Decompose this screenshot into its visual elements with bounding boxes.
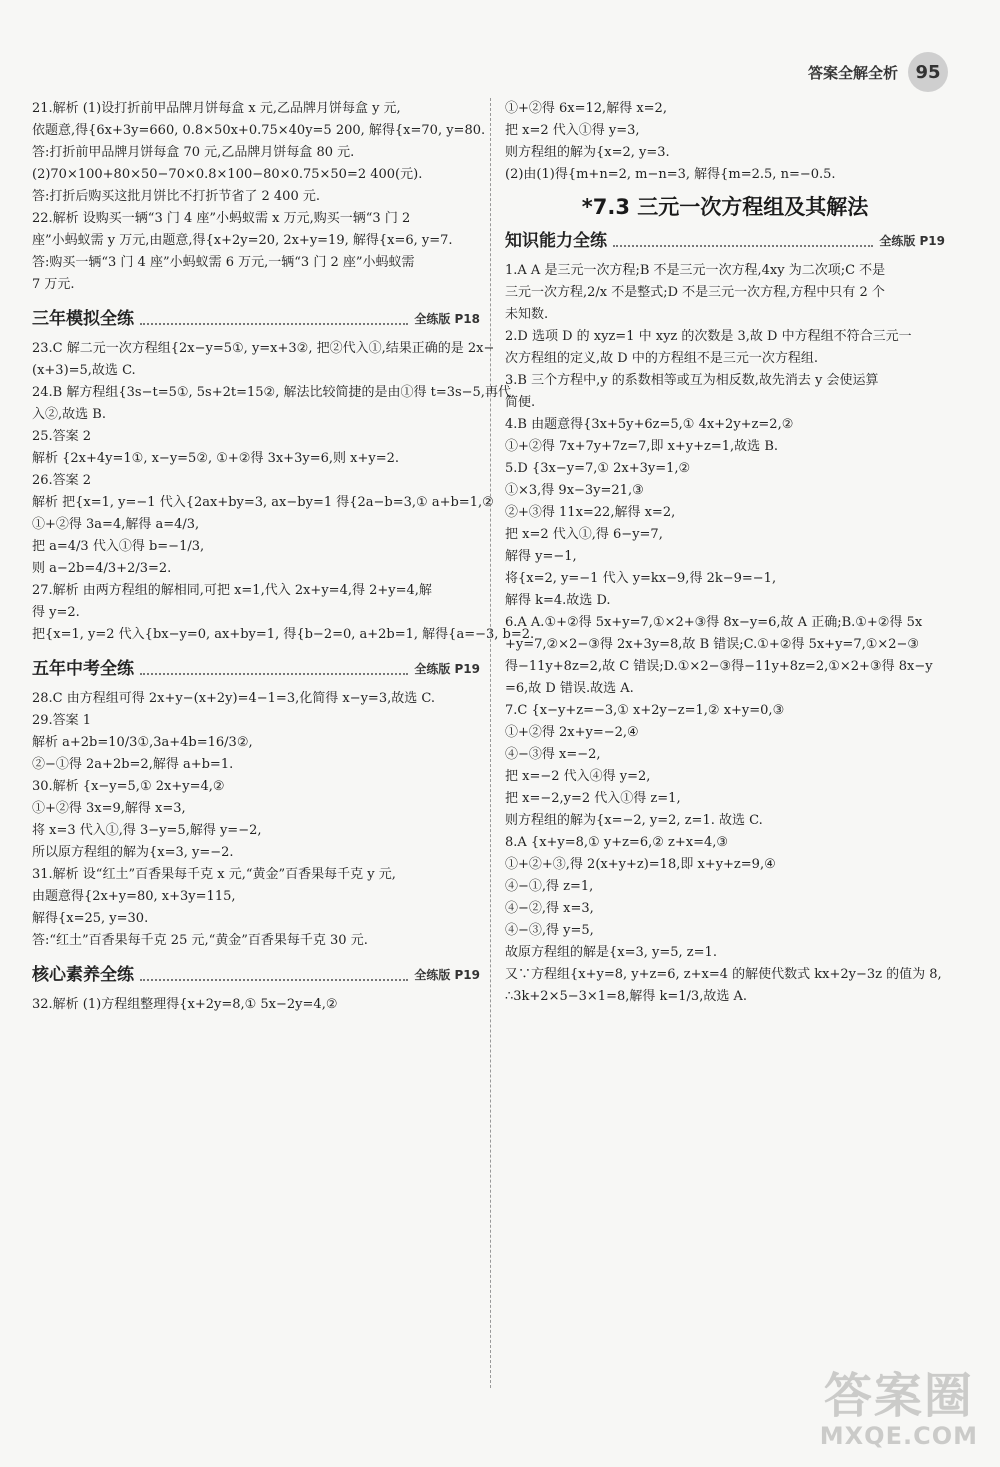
text-line: 将 x=3 代入①,得 3−y=5,解得 y=−2, — [32, 823, 262, 838]
text-line: 解析 把{x=1, y=−1 代入{2ax+by=3, ax−by=1 得{2a−b=3,① a+b=1,② — [32, 495, 494, 510]
text-line: ①×3,得 9x−3y=21,③ — [505, 483, 644, 498]
text-line: 入②,故选 B. — [32, 407, 106, 422]
section-ref: 全练版 P18 — [414, 312, 480, 326]
page-number: 95 — [908, 52, 948, 92]
text-line: 则方程组的解为{x=2, y=3. — [505, 145, 670, 160]
text-line: 由题意得{2x+y=80, x+3y=115, — [32, 889, 236, 904]
text-line: 次方程组的定义,故 D 中的方程组不是三元一次方程组. — [505, 351, 818, 366]
section-header-zhishi — [505, 230, 945, 252]
watermark-url: MXQE.COM — [819, 1421, 978, 1450]
text-line: +y=7,②×2−③得 2x+3y=8,故 B 错误;C.①+②得 5x+y=7,①×2−③ — [505, 637, 920, 652]
text-line: ④−③,得 y=5, — [505, 923, 594, 938]
text-line: 3.B 三个方程中,y 的系数相等或互为相反数,故先消去 y 会使运算 — [505, 373, 879, 388]
text-line: 三元一次方程,2/x 不是整式;D 不是三元一次方程,方程中只有 2 个 — [505, 285, 885, 300]
text-line: 把 x=−2,y=2 代入①得 z=1, — [505, 791, 681, 806]
text-line: 得 y=2. — [32, 605, 80, 620]
section-ref: 全练版 P19 — [879, 234, 945, 248]
text-line: 24.B 解方程组{3s−t=5①, 5s+2t=15②, 解法比较简捷的是由①得 t=3s−5,再代 — [32, 385, 511, 400]
text-line: 8.A {x+y=8,① y+z=6,② z+x=4,③ — [505, 835, 729, 850]
text-line: ①+②得 6x=12,解得 x=2, — [505, 101, 667, 116]
text-line: 5.D {3x−y=7,① 2x+3y=1,② — [505, 461, 691, 476]
text-line: 解得 k=4.故选 D. — [505, 593, 611, 608]
text-line: 7.C {x−y+z=−3,① x+2y−z=1,② x+y=0,③ — [505, 703, 785, 718]
left-block-c — [32, 688, 480, 952]
text-line: 把 x=2 代入①得 y=3, — [505, 123, 640, 138]
watermark-logo — [819, 1367, 978, 1450]
section-header-hexin — [32, 964, 480, 986]
text-line: 21.解析 (1)设打折前甲品牌月饼每盒 x 元,乙品牌月饼每盒 y 元, — [32, 101, 401, 116]
page-header — [808, 52, 948, 92]
text-line: 答:打折前甲品牌月饼每盒 70 元,乙品牌月饼每盒 80 元. — [32, 145, 355, 160]
text-line: ④−②,得 x=3, — [505, 901, 594, 916]
section-title: 知识能力全练 — [505, 231, 607, 251]
dotted-leader — [140, 969, 408, 981]
dotted-leader — [140, 313, 408, 325]
section-ref: 全练版 P19 — [414, 662, 480, 676]
text-line: =6,故 D 错误.故选 A. — [505, 681, 634, 696]
section-title: 五年中考全练 — [32, 659, 134, 679]
text-line: 23.C 解二元一次方程组{2x−y=5①, y=x+3②, 把②代入①,结果正确的是 2x− — [32, 341, 495, 356]
text-line: ①+②得 3x=9,解得 x=3, — [32, 801, 186, 816]
text-line: 简便. — [505, 395, 536, 410]
section-title: 核心素养全练 — [32, 965, 134, 985]
text-line: 28.C 由方程组可得 2x+y−(x+2y)=4−1=3,化简得 x−y=3,故选 C. — [32, 691, 435, 706]
text-line: 26.答案 2 — [32, 473, 92, 488]
text-line: 25.答案 2 — [32, 429, 92, 444]
right-block-a — [505, 98, 945, 186]
right-block-b — [505, 260, 945, 1008]
text-line: 把 x=−2 代入④得 y=2, — [505, 769, 651, 784]
text-line: 2.D 选项 D 的 xyz=1 中 xyz 的次数是 3,故 D 中方程组不符合三元一 — [505, 329, 912, 344]
text-line: ①+②+③,得 2(x+y+z)=18,即 x+y+z=9,④ — [505, 857, 776, 872]
text-line: 7 万元. — [32, 277, 75, 292]
watermark-text: 答案圈 — [823, 1367, 974, 1424]
text-line: 则方程组的解为{x=−2, y=2, z=1. 故选 C. — [505, 813, 763, 828]
left-block-a — [32, 98, 486, 296]
text-line: ②+③得 11x=22,解得 x=2, — [505, 505, 676, 520]
text-line: 解析 {2x+4y=1①, x−y=5②, ①+②得 3x+3y=6,则 x+y=2. — [32, 451, 399, 466]
text-line: 27.解析 由两方程组的解相同,可把 x=1,代入 2x+y=4,得 2+y=4,解 — [32, 583, 432, 598]
text-line: 把 a=4/3 代入①得 b=−1/3, — [32, 539, 205, 554]
section-ref: 全练版 P19 — [414, 968, 480, 982]
text-line: 把{x=1, y=2 代入{bx−y=0, ax+by=1, 得{b−2=0, a+2b=1, 解得{a=−3, b=2. — [32, 627, 535, 642]
chapter-title: *7.3 三元一次方程组及其解法 — [581, 195, 869, 219]
text-line: 答:“红土”百香果每千克 25 元,“黄金”百香果每千克 30 元. — [32, 933, 368, 948]
text-line: 31.解析 设“红土”百香果每千克 x 元,“黄金”百香果每千克 y 元, — [32, 867, 396, 882]
text-line: 1.A A 是三元一次方程;B 不是三元一次方程,4xy 为二次项;C 不是 — [505, 263, 886, 278]
text-line: 答:购买一辆“3 门 4 座”小蚂蚁需 6 万元,一辆“3 门 2 座”小蚂蚁需 — [32, 255, 415, 270]
column-divider — [490, 98, 491, 1388]
right-column — [505, 98, 945, 1008]
text-line: (x+3)=5,故选 C. — [32, 363, 136, 378]
section-title: 三年模拟全练 — [32, 309, 134, 329]
text-line: ①+②得 3a=4,解得 a=4/3, — [32, 517, 200, 532]
text-line: 22.解析 设购买一辆“3 门 4 座”小蚂蚁需 x 万元,购买一辆“3 门 2 — [32, 211, 411, 226]
text-line: 解析 a+2b=10/3①,3a+4b=16/3②, — [32, 735, 253, 750]
text-line: 座”小蚂蚁需 y 万元,由题意,得{x+2y=20, 2x+y=19, 解得{x=6, y=7. — [32, 233, 453, 248]
text-line: (2)70×100+80×50−70×0.8×100−80×0.75×50=2 400(元). — [32, 167, 423, 182]
text-line: ④−①,得 z=1, — [505, 879, 594, 894]
text-line: 得−11y+8z=2,故 C 错误;D.①×2−③得−11y+8z=2,①×2+③得 8x−y — [505, 659, 933, 674]
text-line: ②−①得 2a+2b=2,解得 a+b=1. — [32, 757, 234, 772]
dotted-leader — [613, 235, 873, 247]
text-line: ∴3k+2×5−3×1=8,解得 k=1/3,故选 A. — [505, 989, 747, 1004]
text-line: 依题意,得{6x+3y=660, 0.8×50x+0.75×40y=5 200, 解得{x=70, y=80. — [32, 123, 486, 138]
left-block-d — [32, 994, 480, 1016]
header-title: 答案全解全析 — [807, 63, 898, 82]
text-line: 故原方程组的解是{x=3, y=5, z=1. — [505, 945, 717, 960]
section-header-sannian — [32, 308, 480, 330]
text-line: 将{x=2, y=−1 代入 y=kx−9,得 2k−9=−1, — [505, 571, 777, 586]
section-header-wunian — [32, 658, 480, 680]
text-line: 把 x=2 代入①,得 6−y=7, — [505, 527, 663, 542]
text-line: 32.解析 (1)方程组整理得{x+2y=8,① 5x−2y=4,② — [32, 997, 338, 1012]
dotted-leader — [140, 663, 408, 675]
text-line: 30.解析 {x−y=5,① 2x+y=4,② — [32, 779, 225, 794]
text-line: 解得 y=−1, — [505, 549, 577, 564]
text-line: ①+②得 7x+7y+7z=7,即 x+y+z=1,故选 B. — [505, 439, 779, 454]
text-line: 所以原方程组的解为{x=3, y=−2. — [32, 845, 234, 860]
text-line: 答:打折后购买这批月饼比不打折节省了 2 400 元. — [32, 189, 320, 204]
text-line: 又∵方程组{x+y=8, y+z=6, z+x=4 的解使代数式 kx+2y−3z 的值为 8, — [505, 967, 942, 982]
text-line: (2)由(1)得{m+n=2, m−n=3, 解得{m=2.5, n=−0.5. — [505, 167, 836, 182]
text-line: ④−③得 x=−2, — [505, 747, 601, 762]
text-line: 未知数. — [505, 307, 549, 322]
text-line: 4.B 由题意得{3x+5y+6z=5,① 4x+2y+z=2,② — [505, 417, 794, 432]
text-line: 29.答案 1 — [32, 713, 92, 728]
text-line: ①+②得 2x+y=−2,④ — [505, 725, 639, 740]
text-line: 6.A A.①+②得 5x+y=7,①×2+③得 8x−y=6,故 A 正确;B.①+②得 5x — [505, 615, 923, 630]
text-line: 解得{x=25, y=30. — [32, 911, 149, 926]
text-line: 则 a−2b=4/3+2/3=2. — [32, 561, 172, 576]
